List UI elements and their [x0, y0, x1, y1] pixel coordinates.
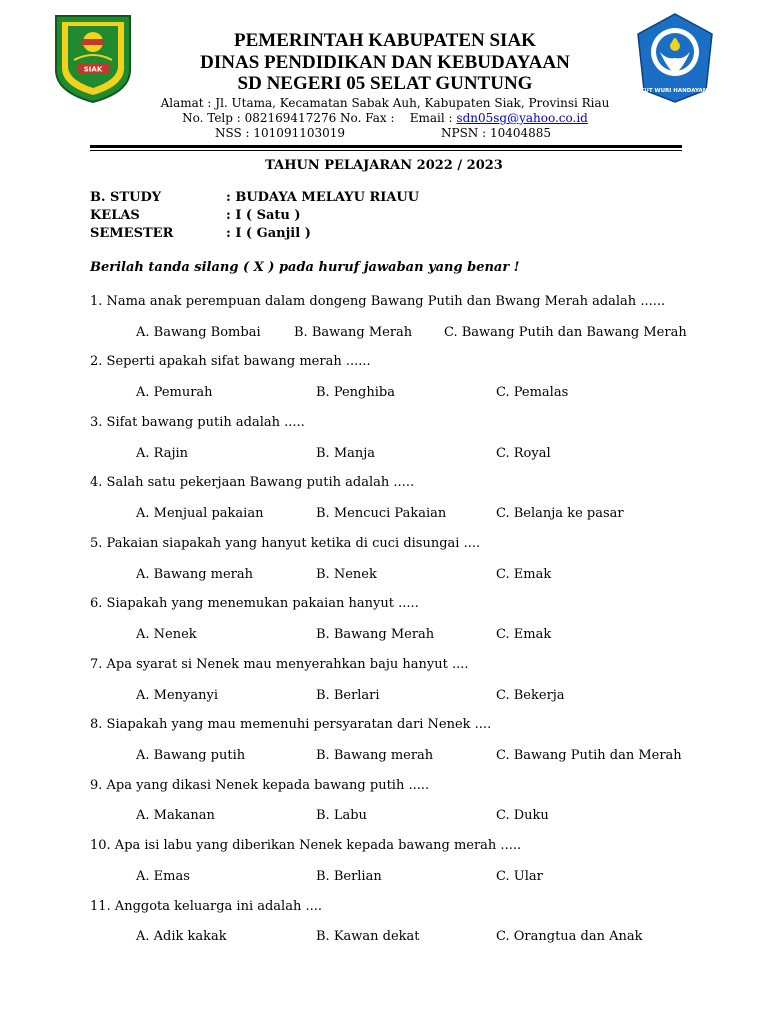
q8-option-c[interactable]: C. Bawang Putih dan Merah	[496, 748, 682, 763]
q5-option-a[interactable]: A. Bawang merah	[136, 567, 254, 582]
email-link[interactable]: sdn05sg@yahoo.co.id	[456, 111, 588, 125]
question-1: 1. Nama anak perempuan dalam dongeng Bawang Putih dan Bwang Merah adalah ......	[90, 294, 666, 309]
q6-option-a[interactable]: A. Nenek	[136, 627, 197, 642]
q1-option-c[interactable]: C. Bawang Putih dan Bawang Merah	[444, 325, 687, 340]
q4-option-c[interactable]: C. Belanja ke pasar	[496, 506, 624, 521]
question-6: 6. Siapakah yang menemukan pakaian hanyut .....	[90, 596, 419, 611]
question-11: 11. Anggota keluarga ini adalah ....	[90, 899, 323, 914]
subject-value: : BUDAYA MELAYU RIAUU	[226, 190, 420, 205]
q5-option-b[interactable]: B. Nenek	[316, 567, 377, 582]
semester-label: SEMESTER	[90, 226, 174, 241]
q5-option-c[interactable]: C. Emak	[496, 567, 552, 582]
q4-option-b[interactable]: B. Mencuci Pakaian	[316, 506, 447, 521]
question-10: 10. Apa isi labu yang diberikan Nenek kepada bawang merah .....	[90, 838, 522, 853]
q11-option-a[interactable]: A. Adik kakak	[136, 929, 227, 944]
class-value: : I ( Satu )	[226, 208, 301, 223]
header-divider	[90, 145, 682, 148]
academic-year: TAHUN PELAJARAN 2022 / 2023	[265, 158, 503, 173]
siak-regency-logo	[52, 12, 134, 104]
question-3: 3. Sifat bawang putih adalah .....	[90, 415, 305, 430]
email-label: Email :	[409, 111, 453, 125]
class-label: KELAS	[90, 208, 140, 223]
subject-label: B. STUDY	[90, 190, 161, 205]
header-divider-thin	[90, 150, 682, 151]
q2-option-a[interactable]: A. Pemurah	[136, 385, 213, 400]
school-address: Alamat : Jl. Utama, Kecamatan Sabak Auh, Kabupaten Siak, Provinsi Riau	[160, 96, 610, 110]
semester-value: : I ( Ganjil )	[226, 226, 311, 241]
q1-option-a[interactable]: A. Bawang Bombai	[136, 325, 261, 340]
header-school-name: SD NEGERI 05 SELAT GUNTUNG	[237, 73, 533, 94]
question-2: 2. Seperti apakah sifat bawang merah ......	[90, 354, 371, 369]
nss-number: NSS : 101091103019	[215, 126, 346, 140]
header-government: PEMERINTAH KABUPATEN SIAK	[234, 30, 536, 51]
q7-option-b[interactable]: B. Berlari	[316, 688, 380, 703]
question-5: 5. Pakaian siapakah yang hanyut ketika di cuci disungai ....	[90, 536, 481, 551]
q9-option-c[interactable]: C. Duku	[496, 808, 549, 823]
q4-option-a[interactable]: A. Menjual pakaian	[136, 506, 264, 521]
svg-text:SIAK: SIAK	[83, 65, 103, 74]
q11-option-b[interactable]: B. Kawan dekat	[316, 929, 420, 944]
q10-option-a[interactable]: A. Emas	[136, 869, 190, 884]
q10-option-c[interactable]: C. Ular	[496, 869, 543, 884]
q3-option-c[interactable]: C. Royal	[496, 446, 551, 461]
tut-wuri-handayani-logo	[636, 12, 714, 104]
q8-option-a[interactable]: A. Bawang putih	[136, 748, 246, 763]
question-4: 4. Salah satu pekerjaan Bawang putih adalah .....	[90, 475, 415, 490]
q10-option-b[interactable]: B. Berlian	[316, 869, 382, 884]
instructions: Berilah tanda silang ( X ) pada huruf jawaban yang benar !	[90, 260, 520, 275]
npsn-number: NPSN : 10404885	[441, 126, 552, 140]
svg-text:TUT WURI HANDAYANI: TUT WURI HANDAYANI	[640, 88, 710, 94]
q2-option-c[interactable]: C. Pemalas	[496, 385, 569, 400]
q8-option-b[interactable]: B. Bawang merah	[316, 748, 434, 763]
phone-fax: No. Telp : 082169417276 No. Fax :	[182, 111, 395, 125]
school-contact	[150, 111, 620, 125]
q7-option-c[interactable]: C. Bekerja	[496, 688, 565, 703]
q9-option-a[interactable]: A. Makanan	[136, 808, 215, 823]
question-7: 7. Apa syarat si Nenek mau menyerahkan baju hanyut ....	[90, 657, 469, 672]
question-9: 9. Apa yang dikasi Nenek kepada bawang putih .....	[90, 778, 430, 793]
q6-option-b[interactable]: B. Bawang Merah	[316, 627, 435, 642]
q6-option-c[interactable]: C. Emak	[496, 627, 552, 642]
question-8: 8. Siapakah yang mau memenuhi persyaratan dari Nenek ....	[90, 717, 492, 732]
q9-option-b[interactable]: B. Labu	[316, 808, 367, 823]
header-department: DINAS PENDIDIKAN DAN KEBUDAYAAN	[200, 52, 570, 73]
q1-option-b[interactable]: B. Bawang Merah	[294, 325, 413, 340]
q2-option-b[interactable]: B. Penghiba	[316, 385, 395, 400]
q3-option-b[interactable]: B. Manja	[316, 446, 376, 461]
q7-option-a[interactable]: A. Menyanyi	[136, 688, 218, 703]
q3-option-a[interactable]: A. Rajin	[136, 446, 189, 461]
q11-option-c[interactable]: C. Orangtua dan Anak	[496, 929, 643, 944]
